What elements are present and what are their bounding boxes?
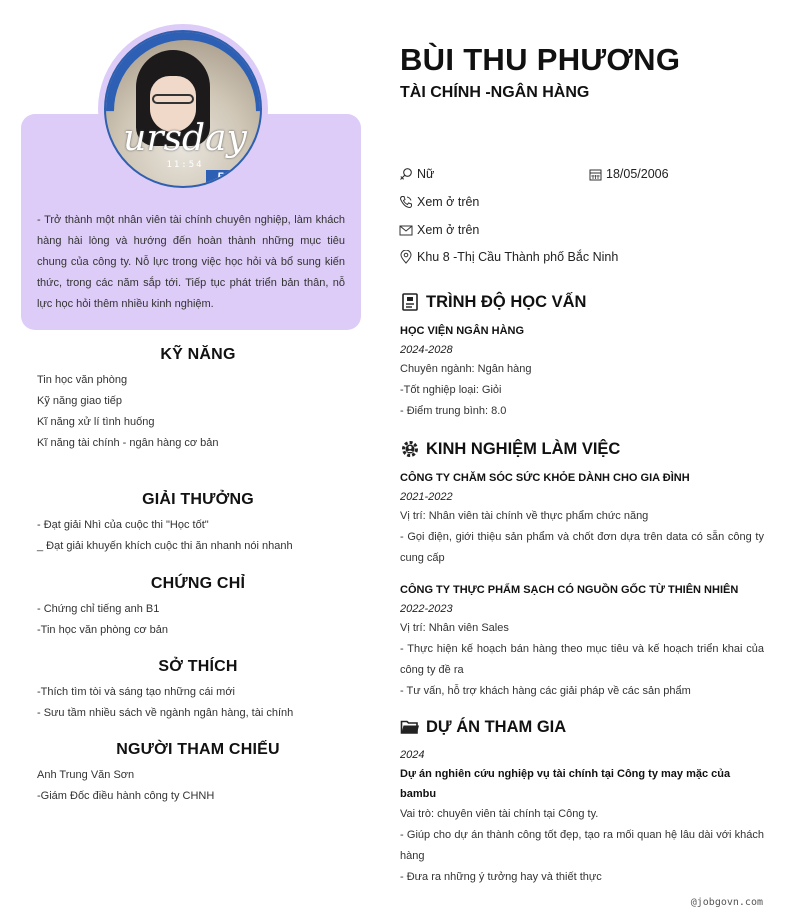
school-name: HỌC VIỆN NGÂN HÀNG — [400, 325, 525, 337]
education-item: - Điểm trung bình: 8.0 — [400, 405, 507, 417]
certificates-title: CHỨNG CHỈ — [150, 575, 246, 592]
avatar-time-text: 11:54 — [166, 160, 204, 170]
job-item: Vị trí: Nhân viên tài chính về thực phẩm chức năng — [400, 510, 649, 522]
projects-section — [400, 714, 764, 888]
avatar-stamp: 5 — [206, 170, 236, 188]
phone-icon — [399, 195, 413, 209]
certificate-item: -Tin học văn phòng cơ bản — [37, 624, 168, 636]
project-item: - Giúp cho dự án thành công tốt đẹp, tạo ra mối quan hệ lâu dài với khách hàng — [400, 829, 764, 862]
references-section — [37, 741, 359, 807]
envelope-icon — [399, 223, 413, 237]
experience-heading — [400, 436, 764, 462]
project-name: Dự án nghiên cứu nghiệp vụ tài chính tại Công ty may mặc của bambu — [400, 768, 731, 800]
gender-row — [399, 167, 434, 181]
skill-item: Kỹ năng giao tiếp — [37, 395, 123, 407]
reference-item: -Giám Đốc điều hành công ty CHNH — [37, 790, 215, 802]
skills-title: KỸ NĂNG — [160, 346, 236, 363]
gear-person-icon — [400, 439, 420, 459]
job-item: - Gọi điện, giới thiệu sản phẩm và chốt đơn dựa trên data có sẵn công ty cung cấp — [400, 531, 764, 564]
education-title: TRÌNH ĐỘ HỌC VẤN — [426, 292, 587, 311]
projects-title: DỰ ÁN THAM GIA — [426, 717, 567, 736]
hobby-item: -Thích tìm tòi và sáng tạo những cái mới — [37, 686, 235, 698]
birthday-row — [589, 167, 669, 181]
candidate-title: TÀI CHÍNH -NGÂN HÀNG — [400, 84, 590, 101]
education-item: -Tốt nghiệp loại: Giỏi — [400, 384, 502, 396]
education-item: Chuyên ngành: Ngân hàng — [400, 363, 532, 375]
awards-title: GIẢI THƯỞNG — [142, 491, 254, 508]
company-name: CÔNG TY CHĂM SÓC SỨC KHỎE DÀNH CHO GIA ĐÌNH — [400, 472, 690, 484]
email-value: Xem ở trên — [417, 223, 480, 237]
email-row — [399, 223, 479, 237]
watermark-footer: @jobgovn.com — [690, 897, 763, 908]
certificates-section — [37, 575, 359, 641]
phone-value: Xem ở trên — [417, 195, 480, 209]
project-item: Vai trò: chuyên viên tài chính tại Công ty. — [400, 808, 599, 820]
candidate-name: BÙI THU PHƯƠNG — [400, 42, 681, 77]
education-section — [400, 289, 764, 422]
avatar — [104, 30, 262, 188]
award-item: - Đạt giải Nhì của cuộc thi "Học tốt" — [37, 519, 209, 531]
avatar-script-text: ursday — [123, 118, 247, 159]
experience-title: KINH NGHIỆM LÀM VIỆC — [426, 439, 621, 458]
phone-row — [399, 195, 479, 209]
address-row — [399, 250, 618, 264]
projects-heading — [400, 714, 764, 740]
skill-item: Kĩ năng tài chính - ngân hàng cơ bản — [37, 437, 219, 449]
reference-item: Anh Trung Văn Sơn — [37, 769, 135, 781]
job-item: - Tư vấn, hỗ trợ khách hàng các giải pháp về các sản phẩm — [400, 685, 691, 697]
hobbies-title: SỞ THÍCH — [158, 658, 238, 675]
job-period: 2022-2023 — [400, 603, 453, 615]
folder-icon — [400, 717, 420, 737]
avatar-glasses — [152, 94, 194, 104]
project-year: 2024 — [400, 749, 425, 761]
job-item: Vị trí: Nhân viên Sales — [400, 622, 509, 634]
hobbies-section — [37, 658, 359, 724]
certificate-item: - Chứng chỉ tiếng anh B1 — [37, 603, 160, 615]
calendar-icon — [589, 168, 602, 181]
education-heading — [400, 289, 764, 315]
company-name: CÔNG TY THỰC PHẨM SẠCH CÓ NGUỒN GỐC TỪ THIÊN NHIÊN — [400, 584, 739, 596]
female-icon — [399, 167, 413, 181]
id-badge-icon — [400, 292, 420, 312]
birthday-value: 18/05/2006 — [606, 167, 669, 181]
project-item: - Đưa ra những ý tưởng hay và thiết thực — [400, 871, 602, 883]
references-title: NGƯỜI THAM CHIẾU — [116, 741, 280, 758]
skill-item: Tin học văn phòng — [37, 374, 128, 386]
job-item: - Thực hiện kế hoạch bán hàng theo mục tiêu và kế hoạch triển khai của công ty đề ra — [400, 643, 764, 676]
award-item: _ Đạt giải khuyến khích cuộc thi ăn nhanh nói nhanh — [37, 540, 293, 552]
career-objective: - Trở thành một nhân viên tài chính chuyên nghiệp, làm khách hàng hài lòng và hướng đến hoàn thành những mục tiêu chung của công ty. Nỗ lực trong việc học hỏi và bổ sung kiến thức, trong các năm sắp tới. Tiếp tục phát triển bản thân, nỗ lực học hỏi thêm nhiều kinh nghiệm. — [37, 214, 345, 310]
gender-value: Nữ — [417, 167, 435, 181]
education-period: 2024-2028 — [400, 344, 453, 356]
skills-section — [37, 346, 359, 454]
experience-section — [400, 436, 764, 702]
awards-section — [37, 491, 359, 557]
address-value: Khu 8 -Thị Cầu Thành phố Bắc Ninh — [417, 250, 619, 264]
skill-item: Kĩ năng xử lí tình huống — [37, 416, 155, 428]
map-pin-icon — [399, 250, 413, 264]
hobby-item: - Sưu tầm nhiều sách về ngành ngân hàng, tài chính — [37, 707, 294, 719]
job-period: 2021-2022 — [400, 491, 453, 503]
